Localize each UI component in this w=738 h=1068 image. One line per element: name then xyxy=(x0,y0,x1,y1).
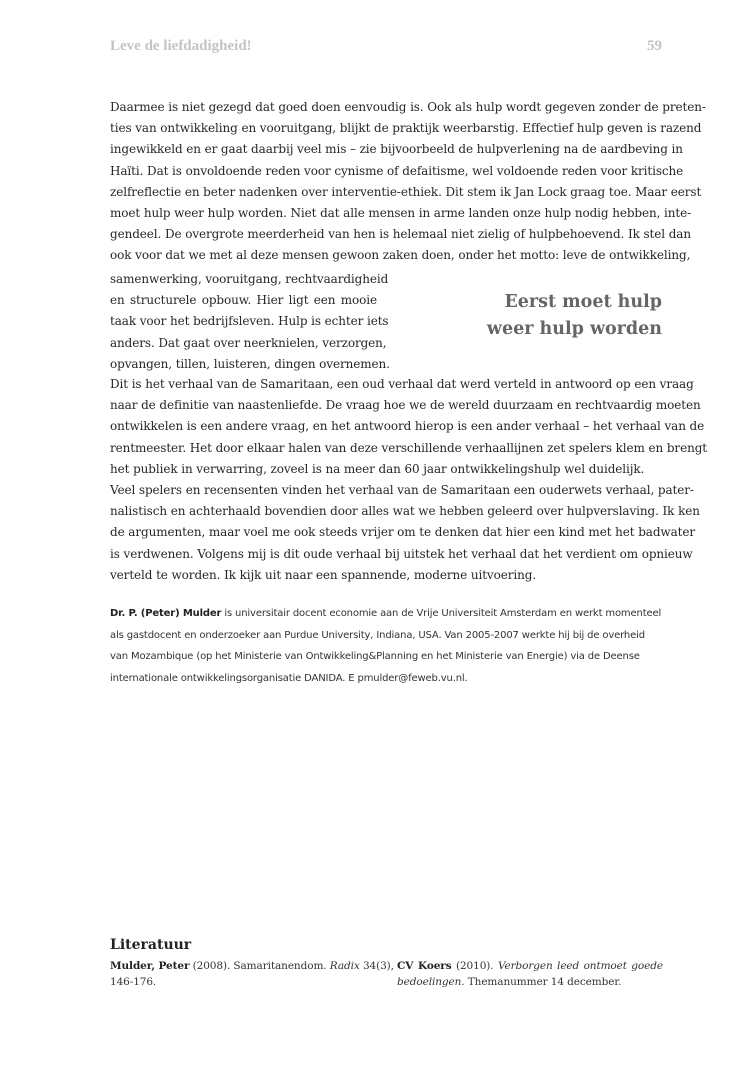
reference-line: 146-176. xyxy=(110,976,157,988)
bio-line: als gastdocent en onderzoeker aan Purdue University, Indiana, USA. Van 2005-2007 werkte hij bij de overheid xyxy=(110,629,645,641)
text-line: Haïti. Dat is onvoldoende reden voor cynisme of defaitisme, wel voldoende reden voor kritische xyxy=(110,163,684,178)
text-line: Daarmee is niet gezegd dat goed doen eenvoudig is. Ook als hulp wordt gegeven zonder de preten- xyxy=(110,100,706,114)
text-line: rentmeester. Het door elkaar halen van deze verschillende verhaallijnen zet spelers klem en brengt xyxy=(110,440,707,455)
text-line: ties van ontwikkeling en vooruitgang, blijkt de praktijk weerbarstig. Effectief hulp geven is razend xyxy=(110,121,702,136)
text-line: naar de definitie van naastenliefde. De vraag hoe we de wereld duurzaam en rechtvaardig moeten xyxy=(110,398,701,413)
author-name: Dr. P. (Peter) Mulder xyxy=(110,608,222,619)
text-line: anders. Dat gaat over neerknielen, verzorgen, xyxy=(110,335,387,350)
bio-text: is universitair docent economie aan de Vrije Universiteit Amsterdam en werkt momenteel xyxy=(221,608,662,619)
literature-heading: Literatuur xyxy=(110,937,192,953)
text-line: Dit is het verhaal van de Samaritaan, een oud verhaal dat werd verteld in antwoord op een vraag xyxy=(110,377,694,391)
pull-quote xyxy=(402,289,662,343)
ref-text: Themanummer 14 december. xyxy=(464,976,622,988)
ref-title: Verborgen leed ontmoet goede xyxy=(497,960,663,972)
reference-line xyxy=(397,974,663,990)
text-line: moet hulp weer hulp worden. Niet dat alle mensen in arme landen onze hulp nodig hebben, inte- xyxy=(110,205,692,220)
text-line: ook voor dat we met al deze mensen gewoon zaken doen, onder het motto: leve de ontwikkeling, xyxy=(110,248,691,263)
reference-1 xyxy=(110,958,394,990)
running-title: Leve de liefdadigheid! xyxy=(110,38,252,54)
text-line: Veel spelers en recensenten vinden het verhaal van de Samaritaan een ouderwets verhaal, pater- xyxy=(110,483,694,497)
text-line: ontwikkelen is een andere vraag, en het antwoord hierop is een ander verhaal – het verhaal van de xyxy=(110,419,705,434)
ref-text: (2010). xyxy=(451,960,498,972)
paragraph-1 xyxy=(110,97,706,267)
text-line: ingewikkeld en er gaat daarbij veel mis – zie bijvoorbeeld de hulpverlening na de aardbeving in xyxy=(110,142,683,157)
paragraph-3 xyxy=(110,480,700,586)
bio-line: internationale ontwikkelingsorganisatie DANIDA. E pmulder@feweb.vu.nl. xyxy=(110,672,468,684)
pull-quote-line: Eerst moet hulp xyxy=(504,292,662,312)
text-line: nalistisch en achterhaald bovendien door alles wat we hebben geleerd over hulpverslaving. Ik ken xyxy=(110,504,700,519)
ref-title: bedoelingen. xyxy=(397,976,465,988)
text-line: het publiek in verwarring, zoveel is na meer dan 60 jaar ontwikkelingshulp wel duidelijk. xyxy=(110,461,645,476)
ref-author: Mulder, Peter xyxy=(110,960,190,972)
pullquote-section xyxy=(110,269,662,373)
reference-2 xyxy=(397,958,663,990)
ref-text: (2008). Samaritanendom. xyxy=(189,960,330,972)
ref-text: 34(3), xyxy=(359,960,394,972)
text-line: is verdwenen. Volgens mij is dit oude verhaal bij uitstek het verhaal dat het verdient om opnieuw xyxy=(110,546,693,561)
paragraph-1-narrow xyxy=(110,269,390,375)
text-line: zelfreflectie en beter nadenken over interventie-ethiek. Dit stem ik Jan Lock graag toe. Maar eerst xyxy=(110,184,702,199)
text-line: en structurele opbouw. Hier ligt een mooie xyxy=(110,293,377,308)
ref-journal: Radix xyxy=(329,960,360,972)
paragraph-2 xyxy=(110,374,707,480)
page-number: 59 xyxy=(647,38,662,54)
text-line: verteld te worden. Ik kijk uit naar een spannende, moderne uitvoering. xyxy=(110,567,537,582)
reference-line xyxy=(110,958,394,974)
text-line: samenwerking, vooruitgang, rechtvaardigheid xyxy=(110,272,389,286)
bio-line xyxy=(110,603,662,625)
text-line: de argumenten, maar voel me ook steeds vrijer om te denken dat hier een kind met het badwater xyxy=(110,525,696,540)
ref-author: CV Koers xyxy=(397,960,452,972)
reference-line xyxy=(397,958,663,974)
pull-quote-line: weer hulp worden xyxy=(486,319,662,339)
bio-line: van Mozambique (op het Ministerie van Ontwikkeling&Planning en het Ministerie van Energie) via de Deense xyxy=(110,651,640,663)
text-line: taak voor het bedrijfsleven. Hulp is echter iets xyxy=(110,314,389,329)
author-bio xyxy=(110,603,662,689)
text-line: gendeel. De overgrote meerderheid van hen is helemaal niet zielig of hulpbehoevend. Ik stel dan xyxy=(110,227,691,242)
text-line: opvangen, tillen, luisteren, dingen overnemen. xyxy=(110,356,390,371)
